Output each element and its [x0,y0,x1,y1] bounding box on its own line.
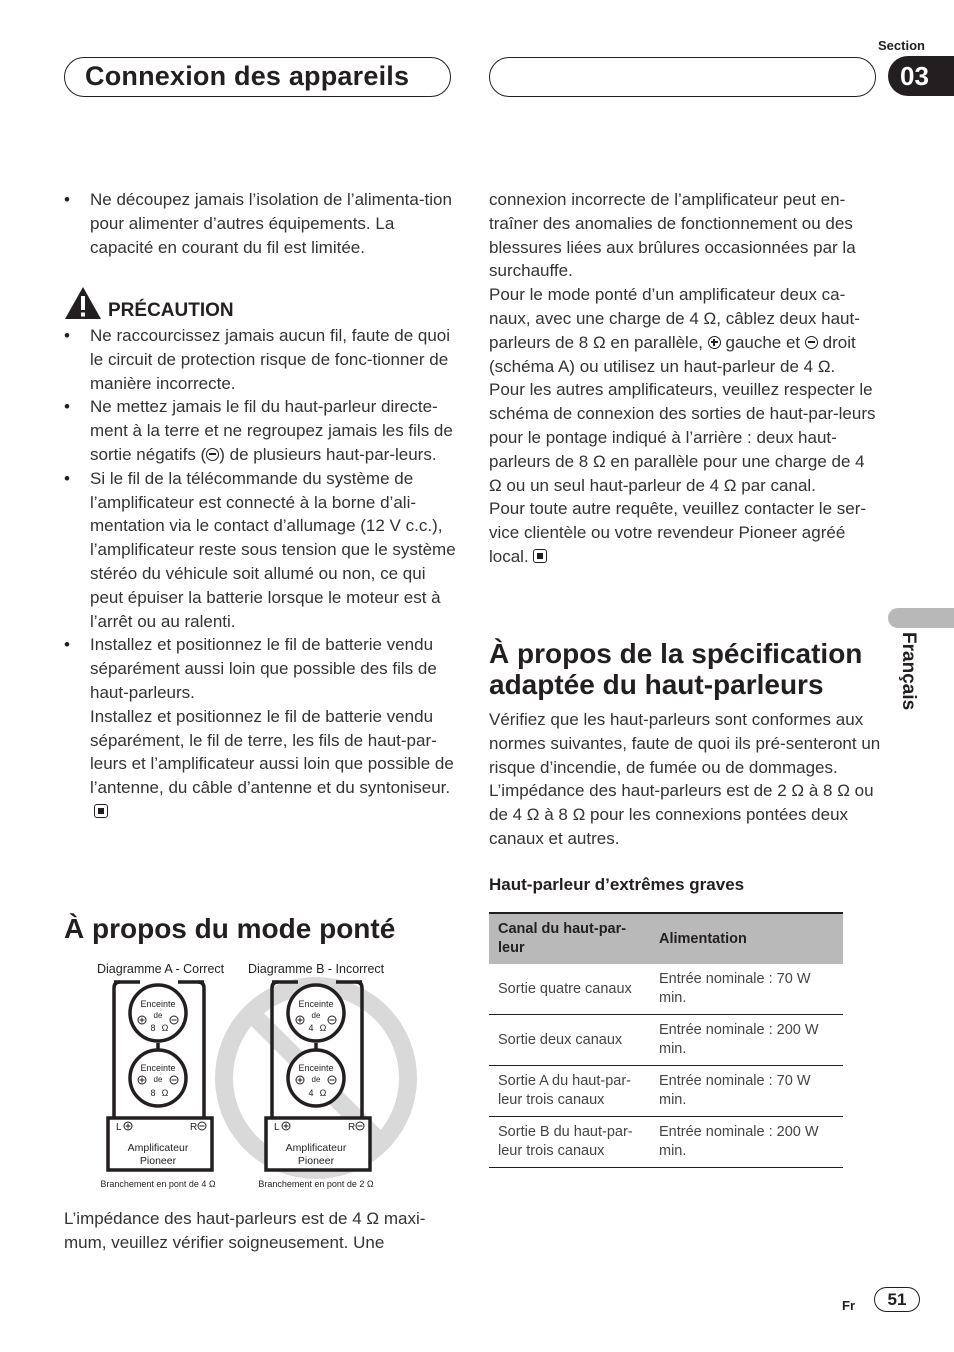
speaker-label: Enceinte [140,999,176,1009]
table-cell: Entrée nominale : 200 W min. [650,1117,843,1168]
precaution-item-text: Installez et positionnez le fil de batterie vendu séparément aussi loin que possible des fils de haut-parleurs. [90,635,437,702]
speaker-ohm: 8 [150,1088,156,1098]
speaker-label: Enceinte [298,999,334,1009]
footer-language-code: Fr [842,1298,855,1313]
heading-speaker-spec: À propos de la spécification adaptée du haut-parleurs [489,638,863,700]
table-cell: Sortie A du haut-par-leur trois canaux [489,1066,650,1117]
table-cell: Sortie deux canaux [489,1015,650,1066]
minus-icon [805,336,818,349]
precaution-heading [64,284,234,320]
table-row [489,1066,843,1117]
heading-bridge-mode: À propos du mode ponté [64,913,396,944]
svg-text:R: R [190,1122,198,1133]
table-row [489,1015,843,1066]
svg-text:L: L [274,1122,280,1133]
amp-label: Amplificateur [285,1142,347,1154]
end-of-section-icon [533,549,547,563]
precaution-list [64,324,456,824]
diagram-b [258,982,374,1189]
section-number: 03 [888,56,954,96]
table-cell: Sortie B du haut-par-leur trois canaux [489,1117,650,1168]
speaker-ohm: 8 [150,1023,156,1033]
speaker-ohm-unit: Ω [319,1088,327,1098]
table-cell: Sortie quatre canaux [489,964,650,1015]
diagram-b-caption: Branchement en pont de 2 Ω [258,1179,374,1189]
paragraph-text: droit (schéma A) ou utilisez un haut-parleur de 4 Ω. [489,332,856,376]
paragraph-text: Pour toute autre requête, veuillez contacter le ser-vice clientèle ou votre revendeur Pioneer agréé local. [489,499,867,566]
paragraph [489,283,881,378]
chapter-title-box [64,57,451,97]
svg-text:L: L [116,1122,122,1133]
speaker-ohm-unit: Ω [319,1023,327,1033]
precaution-item-extra: Installez et positionnez le fil de batterie vendu séparément, le fil de terre, les fils de haut-par-leurs et l’amplificateur aussi loin que possible de l’antenne, du câble d’antenne et du syntoniseur. [90,706,454,798]
paragraph: Pour les autres amplificateurs, veuillez respecter le schéma de connexion des sorties de haut-par-leurs pour le pontage indiqué à l’arrière : deux haut-parleurs de 8 Ω en parallèle pour une charge de 4 Ω ou un seul haut-parleur de 4 Ω par canal. [489,380,876,495]
amp-label: Pioneer [297,1155,335,1167]
diagram-a-label: Diagramme A - Correct [97,962,225,976]
language-label: Français [898,632,919,711]
minus-icon [206,448,219,461]
precaution-item-text: ) de plusieurs haut-par-leurs. [219,444,437,464]
warning-icon [64,286,102,320]
bridge-paragraph: L’impédance des haut-parleurs est de 4 Ω maxi-mum, veuillez vérifier soigneusement. Une [64,1209,426,1252]
precaution-title: PRÉCAUTION [108,300,234,321]
diagram-a [100,982,216,1189]
speaker-ohm-unit: Ω [161,1088,169,1098]
precaution-item [64,395,456,466]
precaution-item [64,633,456,823]
table-header-row [489,913,843,964]
paragraph-text: Pour le mode ponté d’un amplificateur deux ca-naux, avec une charge de 4 Ω, câblez deux haut-parleurs de 8 Ω en parallèle, [489,285,860,352]
intro-bullet-list [64,188,454,259]
plus-icon [708,336,721,349]
precaution-item: • Ne raccourcissez jamais aucun fil, faute de quoi le circuit de protection risque de fonc-tionner de manière incorrecte. [64,324,456,395]
diagram-b-label: Diagramme B - Incorrect [248,962,385,976]
paragraph-text: gauche et [725,332,801,352]
diagram-a-caption: Branchement en pont de 4 Ω [100,1179,216,1189]
paragraph: connexion incorrecte de l’amplificateur peut en-traîner des anomalies de fonctionnement ou des blessures liées aux brûlures occasionnées par la surchauffe. [489,190,856,281]
table-row [489,964,843,1015]
page-number: 51 [874,1287,920,1312]
speaker-ohm-unit: Ω [161,1023,169,1033]
speaker-label: de [153,1011,163,1020]
svg-text:R: R [348,1122,356,1133]
precaution-item-text: Ne mettez jamais le fil du haut-parleur directe-ment à la terre et ne regroupez jamais les fils de sortie négatifs ( [90,397,453,464]
bridge-text-continued [489,188,881,569]
table-row [489,1117,843,1168]
precaution-item: • Si le fil de la télécommande du système de l’amplificateur est connecté à la borne d’ali-mentation via le contact d’allumage (12 V c.c.), l’amplificateur reste sous tension que le système stéréo du véhicule soit allumé ou non, ce qui peut épuiser la batterie lorsque le moteur est à l’arrêt ou au ralenti. [64,467,456,634]
subwoofer-subheading: Haut-parleur d’extrêmes graves [489,875,745,894]
end-of-section-icon [94,804,108,818]
column-header: Alimentation [650,913,843,964]
speaker-label: de [153,1075,163,1084]
header-empty-box [489,57,876,97]
amp-label: Amplificateur [127,1142,189,1154]
speaker-label: Enceinte [140,1063,176,1073]
speaker-ohm: 4 [308,1088,314,1098]
table-cell: Entrée nominale : 70 W min. [650,964,843,1015]
spec-paragraph: Vérifiez que les haut-parleurs sont conformes aux normes suivantes, faute de quoi ils pré-senteront un risque d’incendie, de fumée ou de dommages. L’impédance des haut-parleurs est de 2 Ω à 8 Ω ou de 4 Ω à 8 Ω pour les connexions pontées deux canaux et autres. [489,710,881,848]
speaker-label: de [311,1075,321,1084]
bridge-wiring-diagram [92,958,432,1194]
amp-label: Pioneer [139,1155,177,1167]
speaker-label: de [311,1011,321,1020]
language-tab-marker [888,608,954,628]
speaker-label: Enceinte [298,1063,334,1073]
table-cell: Entrée nominale : 200 W min. [650,1015,843,1066]
section-label: Section [878,38,925,53]
column-header: Canal du haut-par-leur [489,913,650,964]
spec-table [489,912,843,1168]
speaker-ohm: 4 [308,1023,314,1033]
chapter-title: Connexion des appareils [85,61,410,91]
table-cell: Entrée nominale : 70 W min. [650,1066,843,1117]
paragraph [489,497,881,568]
intro-bullet: • Ne découpez jamais l’isolation de l’alimenta-tion pour alimenter d’autres équipements. La capacité en courant du fil est limitée. [64,188,454,259]
